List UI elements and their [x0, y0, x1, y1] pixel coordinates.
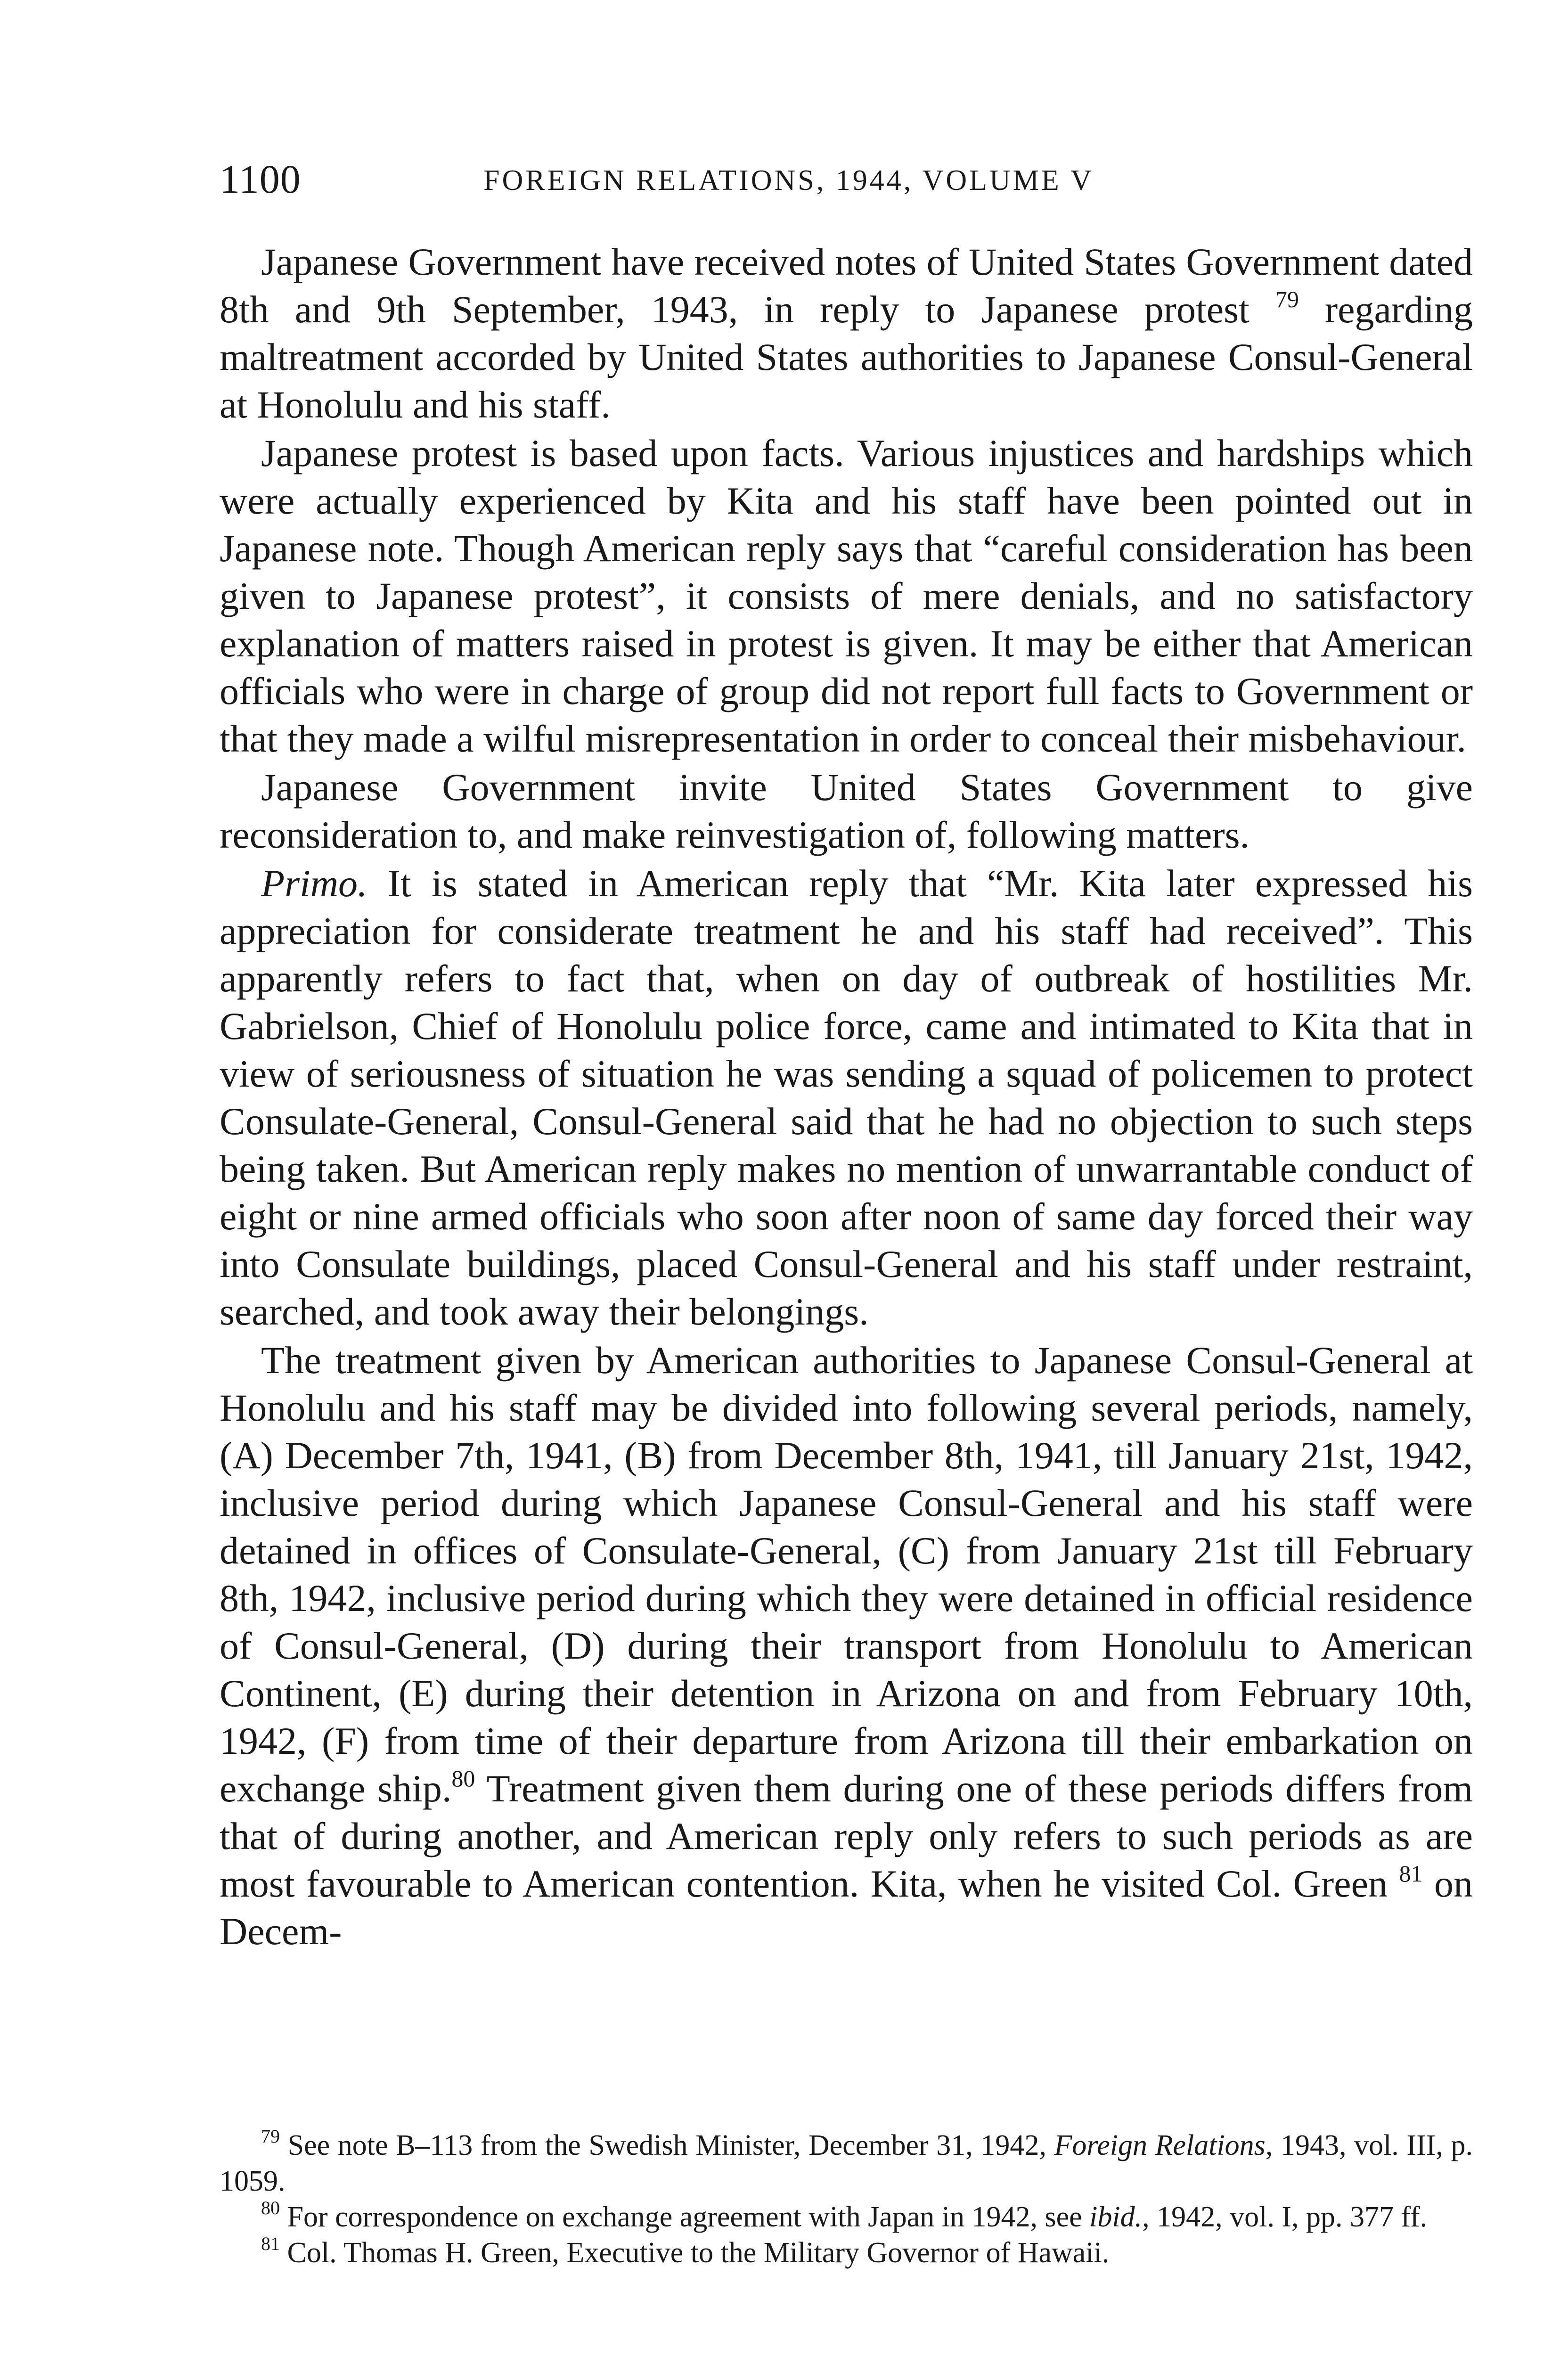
document-body — [220, 238, 1473, 1955]
footnote-81 — [220, 2235, 1473, 2271]
footnote-ref-80: 80 — [451, 1765, 475, 1792]
paragraph-1 — [220, 238, 1473, 428]
footnote-79-title: Foreign Relations — [1054, 2129, 1266, 2161]
paragraph-4-text: It is stated in American reply that “Mr. Kita later expressed his appreciation for considerate treatment he and his staff had received”. This apparently refers to fact that, when on day of outbreak of hostilities Mr. Gabrielson, Chief of Honolulu police force, came and intimated to Kita that in view of seriousness of situation he was sending a squad of policemen to protect Consulate-General, Consul-General said that he had no objection to such steps being taken. But American reply makes no mention of unwarrantable conduct of eight or nine armed officials who soon after noon of same day forced their way into Consulate buildings, placed Consul-General and his staff under restraint, searched, and took away their belongings. — [220, 862, 1473, 1333]
footnotes — [220, 2127, 1473, 2271]
paragraph-5-text-c: on Decem- — [220, 1862, 1473, 1953]
footnote-80 — [220, 2199, 1473, 2235]
footnote-80-ibid: ibid. — [1089, 2201, 1143, 2233]
footnote-ref-79: 79 — [1275, 286, 1299, 312]
paragraph-5 — [220, 1336, 1473, 1955]
footnote-ref-81: 81 — [1399, 1860, 1423, 1887]
paragraph-3: Japanese Government invite United States Government to give reconsideration to, and make reinvestigation of, following matters. — [220, 766, 1473, 856]
footnote-80-text-a: For correspondence on exchange agreement with Japan in 1942, see — [287, 2201, 1082, 2233]
footnote-79-text-a: See note B–113 from the Swedish Minister, December 31, 1942, — [287, 2129, 1046, 2161]
footnote-79 — [220, 2127, 1473, 2199]
running-title: FOREIGN RELATIONS, 1944, VOLUME V — [483, 164, 1094, 196]
footnote-80-number: 80 — [261, 2197, 280, 2219]
footnote-80-text-b: , 1942, vol. I, pp. 377 ff. — [1142, 2201, 1428, 2233]
footnote-81-text: Col. Thomas H. Green, Executive to the Military Governor of Hawaii. — [287, 2237, 1110, 2269]
paragraph-1-text-a: Japanese Government have received notes of United States Government dated 8th and 9th September, 1943, in reply to Japanese protest — [220, 240, 1473, 331]
paragraph-1-text-b: regarding maltreatment accorded by United States authorities to Japanese Consul-General at Honolulu and his staff. — [220, 288, 1473, 426]
footnote-79-text-b: , 1943, vol. III, p. 1059. — [220, 2129, 1473, 2197]
paragraph-5-text-b: Treatment given them during one of these periods differs from that of during another, and American reply only refers to such periods as are most favourable to American contention. Kita, when he visited Col. Green — [220, 1767, 1473, 1905]
paragraph-2: Japanese protest is based upon facts. Various injustices and hardships which were actually experienced by Kita and his staff have been pointed out in Japanese note. Though American reply says that “careful consideration has been given to Japanese protest”, it consists of mere denials, and no satisfactory explanation of matters raised in protest is given. It may be either that American officials who were in charge of group did not report full facts to Government or that they made a wilful misrepresentation in order to conceal their misbehaviour. — [220, 432, 1473, 760]
paragraph-4 — [220, 859, 1473, 1335]
page-number: 1100 — [220, 156, 301, 202]
footnote-79-number: 79 — [261, 2126, 280, 2147]
paragraph-5-text-a: The treatment given by American authorities to Japanese Consul-General at Honolulu and his staff may be divided into following several periods, namely, (A) December 7th, 1941, (B) from December 8th, 1941, till January 21st, 1942, inclusive period during which Japanese Consul-General and his staff were detained in offices of Consulate-General, (C) from January 21st till February 8th, 1942, inclusive period during which they were detained in official residence of Consul-General, (D) during their transport from Honolulu to American Continent, (E) during their detention in Arizona on and from February 10th, 1942, (F) from time of their departure from Arizona till their embarkation on exchange ship. — [220, 1339, 1473, 1810]
paragraph-4-lead: Primo. — [261, 862, 368, 905]
footnote-81-number: 81 — [261, 2233, 280, 2255]
page-header — [220, 155, 1473, 207]
